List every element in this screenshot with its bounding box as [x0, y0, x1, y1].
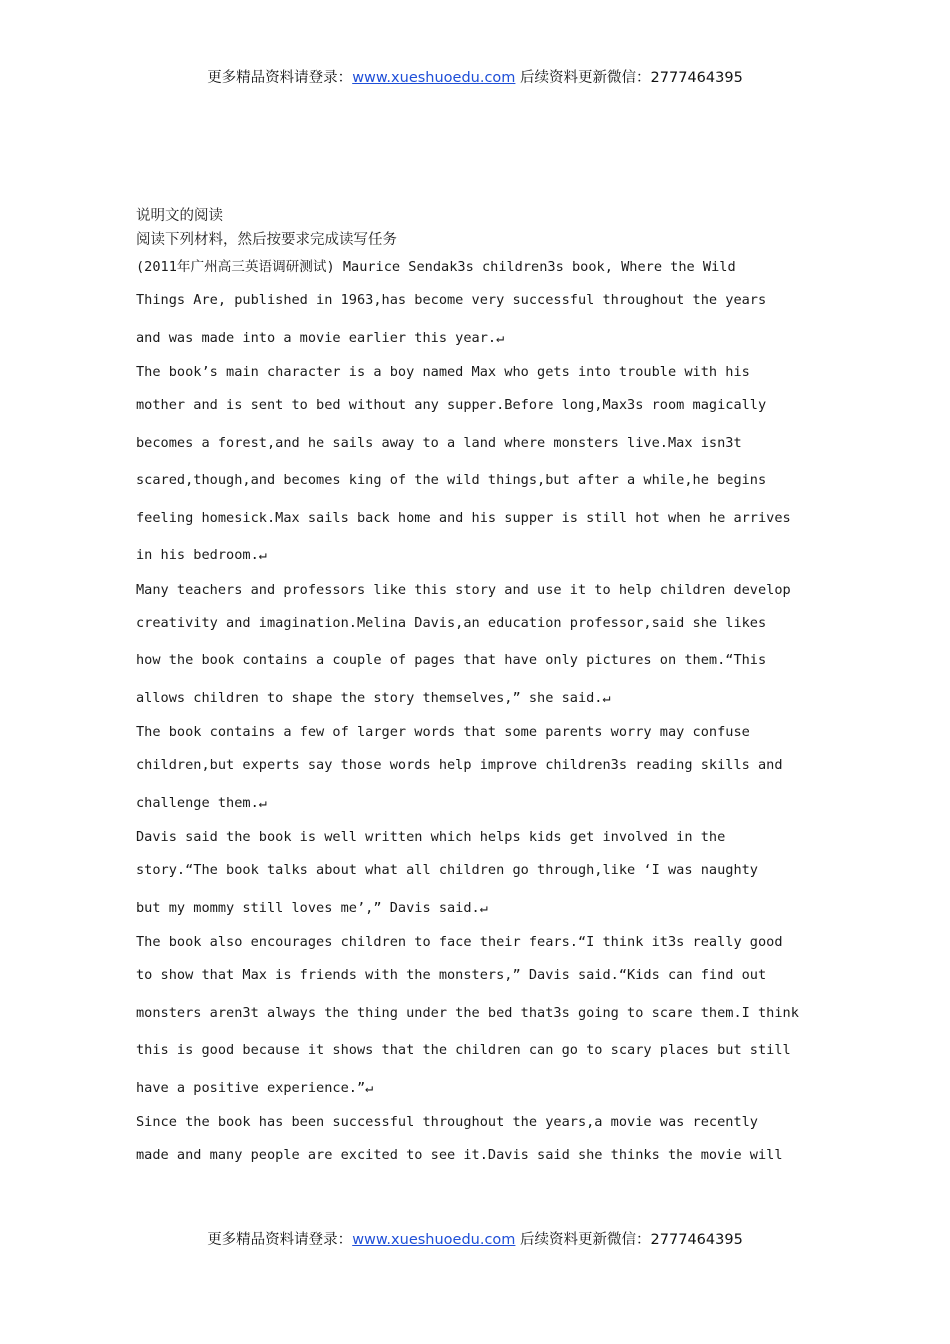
paragraph-line: story.“The book talks about what all children go through,like ‘I was naughty	[136, 862, 758, 878]
paragraph-line: and was made into a movie earlier this year.↵	[136, 329, 505, 346]
paragraph	[136, 822, 826, 927]
paragraph-line: Davis said the book is well written which helps kids get involved in the	[136, 829, 726, 845]
paragraph-line: to show that Max is friends with the monsters,” Davis said.“Kids can find out	[136, 967, 767, 983]
header-banner	[0, 66, 950, 87]
paragraph-list	[136, 252, 826, 1175]
paragraph-line: The book contains a few of larger words that some parents worry may confuse	[136, 724, 750, 740]
paragraph-line: The book also encourages children to face their fears.“I think it3s really good	[136, 934, 783, 950]
paragraph-line: made and many people are excited to see it.Davis said she thinks the movie will	[136, 1147, 783, 1163]
paragraph-line: allows children to shape the story themselves,” she said.↵	[136, 689, 611, 706]
paragraph-line: feeling homesick.Max sails back home and his supper is still hot when he arrives	[136, 509, 791, 526]
paragraph-line: (2011年广州高三英语调研测试) Maurice Sendak3s children3s book, Where the Wild	[136, 259, 736, 275]
paragraph-line: becomes a forest,and he sails away to a land where monsters live.Max isn3t	[136, 434, 742, 451]
paragraph	[136, 252, 826, 357]
document-title: 说明文的阅读	[136, 208, 223, 224]
footer-suffix: 后续资料更新微信：2777464395	[515, 1232, 743, 1248]
paragraph-line: Things Are, published in 1963,has become very successful throughout the years	[136, 292, 767, 308]
paragraph	[136, 1107, 826, 1175]
paragraph-line: The book’s main character is a boy named Max who gets into trouble with his	[136, 364, 750, 380]
paragraph	[136, 927, 826, 1107]
paragraph-line: monsters aren3t always the thing under the bed that3s going to scare them.I think	[136, 1004, 799, 1021]
paragraph-line: scared,though,and becomes king of the wild things,but after a while,he begins	[136, 472, 767, 488]
paragraph-line: Since the book has been successful throughout the years,a movie was recently	[136, 1114, 758, 1130]
header-link[interactable]: www.xueshuoedu.com	[352, 70, 516, 86]
paragraph-line: have a positive experience.”↵	[136, 1079, 374, 1096]
paragraph-line: creativity and imagination.Melina Davis,an education professor,said she likes	[136, 614, 767, 631]
paragraph-line: children,but experts say those words help improve children3s reading skills and	[136, 757, 783, 773]
paragraph-line: challenge them.↵	[136, 794, 267, 811]
footer-prefix: 更多精品资料请登录：	[207, 1232, 353, 1248]
paragraph-line: mother and is sent to bed without any supper.Before long,Max3s room magically	[136, 397, 767, 413]
footer-banner	[0, 1228, 950, 1249]
paragraph	[136, 717, 826, 822]
document-body	[136, 204, 826, 1175]
document-instruction: 阅读下列材料，然后按要求完成读写任务	[136, 232, 397, 248]
header-suffix: 后续资料更新微信：2777464395	[515, 70, 743, 86]
header-prefix: 更多精品资料请登录：	[207, 70, 353, 86]
paragraph-line: but my mommy still loves me’,” Davis said.↵	[136, 899, 488, 916]
paragraph-line: this is good because it shows that the children can go to scary places but still	[136, 1042, 791, 1058]
paragraph	[136, 357, 826, 575]
paragraph-line: in his bedroom.↵	[136, 547, 267, 563]
paragraph	[136, 575, 826, 718]
paragraph-line: how the book contains a couple of pages that have only pictures on them.“This	[136, 652, 767, 668]
footer-link[interactable]: www.xueshuoedu.com	[352, 1232, 516, 1248]
paragraph-line: Many teachers and professors like this story and use it to help children develop	[136, 581, 791, 598]
